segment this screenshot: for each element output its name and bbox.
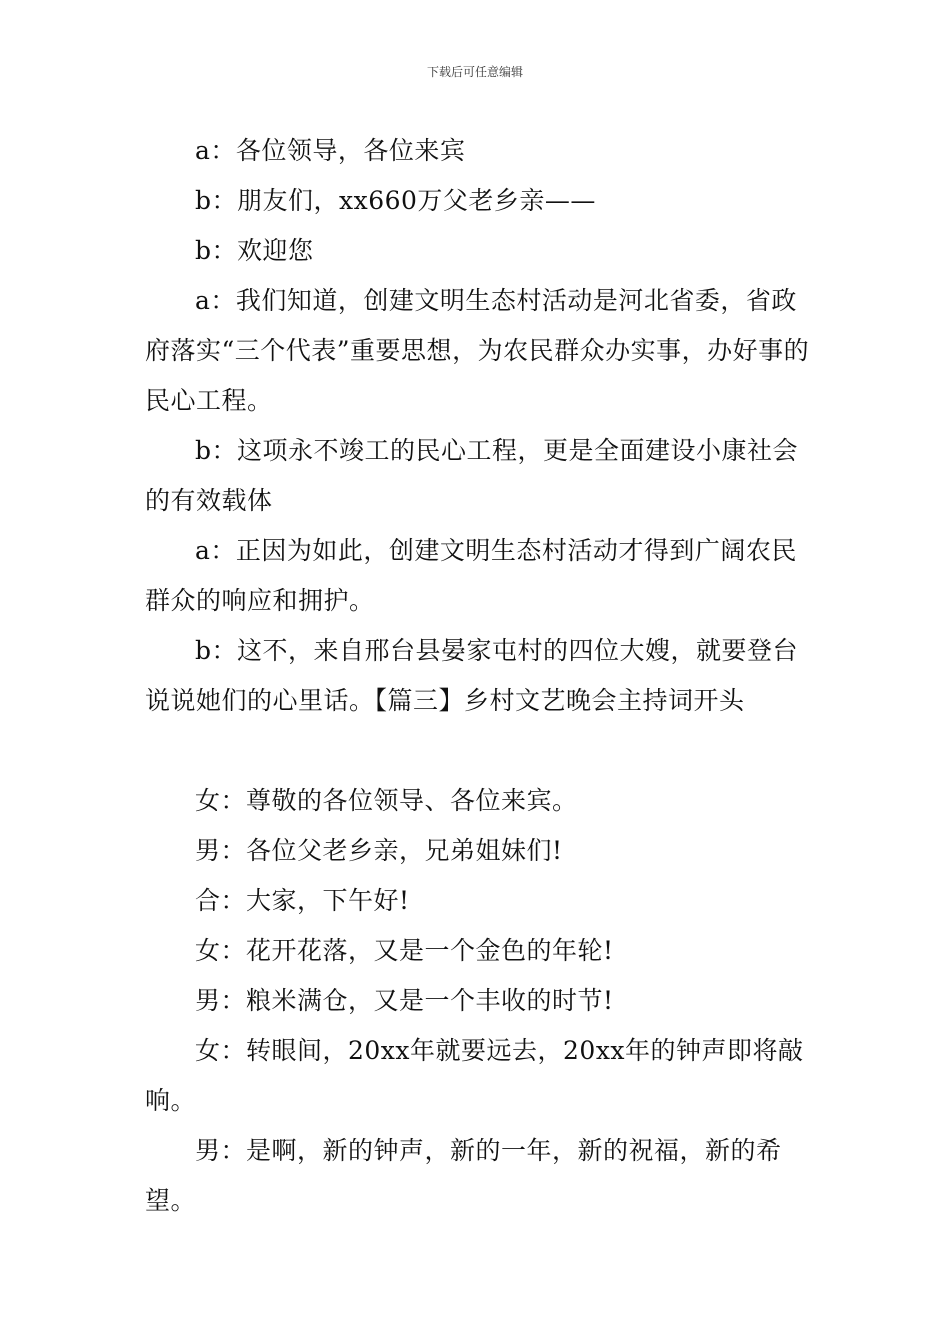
document-body xyxy=(145,126,810,1226)
dialogue-line: 男：是啊，新的钟声，新的一年，新的祝福，新的希望。 xyxy=(145,1136,782,1215)
section-spacer xyxy=(145,726,810,776)
page-header: 下载后可任意编辑 xyxy=(426,65,523,79)
dialogue-line: 男：粮米满仓，又是一个丰收的时节! xyxy=(195,986,614,1015)
dialogue-line: 男：各位父老乡亲，兄弟姐妹们! xyxy=(195,836,563,865)
dialogue-line: 合：大家，下午好! xyxy=(195,886,410,915)
dialogue-line: a：各位领导，各位来宾 xyxy=(195,136,466,165)
dialogue-line: b：这项永不竣工的民心工程，更是全面建设小康社会的有效载体 xyxy=(145,436,799,515)
dialogue-line: 女：尊敬的各位领导、各位来宾。 xyxy=(195,786,578,815)
dialogue-line: 女：花开花落，又是一个金色的年轮! xyxy=(195,936,614,965)
dialogue-line: b：这不，来自邢台县晏家屯村的四位大嫂，就要登台说说她们的心里话。【篇三】乡村文艺晚会主持词开头 xyxy=(145,636,799,715)
dialogue-line: 女：转眼间，20xx年就要远去，20xx年的钟声即将敲响。 xyxy=(145,1036,804,1115)
dialogue-line: a：我们知道，创建文明生态村活动是河北省委，省政府落实“三个代表”重要思想，为农民群众办实事，办好事的民心工程。 xyxy=(145,286,810,415)
dialogue-line: a：正因为如此，创建文明生态村活动才得到广阔农民群众的响应和拥护。 xyxy=(145,536,797,615)
dialogue-line: b：欢迎您 xyxy=(195,236,314,265)
dialogue-line: b：朋友们，xx660万父老乡亲—— xyxy=(195,186,596,215)
